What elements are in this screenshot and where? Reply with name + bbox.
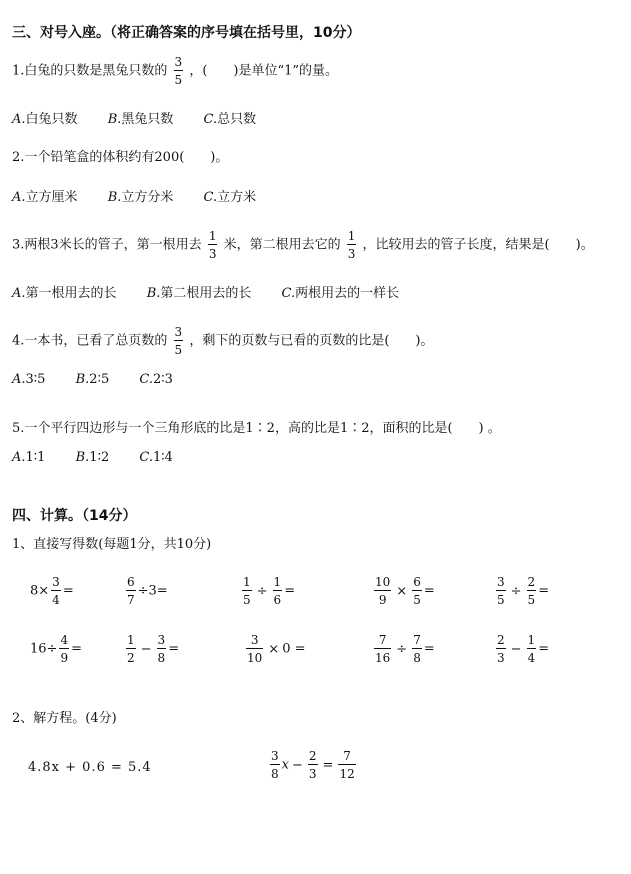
q4-text-post: ，剩下的页数与已看的页数的比是( )。: [189, 333, 434, 349]
q5-option-c[interactable]: C.1∶4: [139, 450, 173, 465]
calc-r2-2-den2: 8: [157, 651, 166, 665]
question-1: [12, 56, 338, 86]
calc-r2-5-den1: 3: [497, 651, 505, 665]
calc-r2-5-den2: 4: [527, 651, 536, 665]
calc-item-r2-2: [124, 634, 179, 664]
calc-r1-4-den1: 9: [378, 593, 387, 607]
calc-r2-4-num1: 7: [374, 634, 391, 649]
calc-r2-5-tail: =: [538, 641, 550, 657]
eq2-den3: 12: [339, 767, 355, 781]
q3-frac1-den: 3: [208, 247, 217, 261]
calc-r2-3-den1: 10: [247, 651, 263, 665]
calc-r1-3-den2: 6: [273, 593, 282, 607]
calc-r2-3-num1: 3: [246, 634, 263, 649]
section4-title: 四、计算。（14分）: [12, 508, 137, 524]
q1-frac-den: 5: [174, 73, 183, 87]
question-5: 5.一个平行四边形与一个三角形底的比是1∶2，高的比是1∶2，面积的比是( ) 。: [12, 421, 501, 436]
q1-options: [12, 112, 256, 128]
q1-text-post: ，( )是单位“1”的量。: [189, 63, 339, 79]
q4-text-pre: 4.一本书，已看了总页数的: [12, 333, 168, 349]
q4-frac-den: 5: [174, 343, 183, 357]
calc-r1-3-tail: =: [284, 583, 296, 599]
eq2-variable: x: [281, 757, 289, 773]
calc-r1-4-den2: 5: [413, 593, 421, 607]
q2-options: [12, 190, 256, 206]
q4-option-b[interactable]: B.2∶5: [75, 372, 110, 387]
calc-r1-5-tail: =: [538, 583, 550, 599]
calc-r1-5-frac2: [527, 576, 537, 606]
calc-r1-2-frac: [126, 576, 136, 606]
calc-r1-2-tail: ÷3=: [137, 583, 168, 599]
q3-fraction-1: [208, 230, 218, 260]
calc-r1-4-op: ×: [396, 583, 408, 599]
q3-text-post: ，比较用去的管子长度，结果是( )。: [362, 237, 594, 253]
q3-fraction-2: [347, 230, 357, 260]
calc-r1-1-lead: 8×: [30, 583, 50, 599]
eq2-frac1: [270, 750, 280, 780]
calc-item-r1-4: [372, 576, 435, 606]
calc-r1-3-num2: 1: [273, 575, 282, 589]
calc-item-r2-5: [494, 634, 549, 664]
calc-r2-1-den: 9: [60, 651, 69, 665]
q1-frac-num: 3: [174, 55, 183, 69]
eq2-den2: 3: [308, 767, 317, 781]
calc-r2-4-tail: =: [423, 641, 435, 657]
calc-r1-1-den: 4: [52, 593, 60, 607]
eq2-frac3: [338, 750, 355, 780]
calc-r1-5-num2: 2: [527, 575, 536, 589]
calc-r2-5-num1: 2: [497, 633, 505, 647]
equation-1: 4.8x + 0.6 = 5.4: [28, 760, 152, 775]
calc-r1-2-num: 6: [127, 575, 135, 589]
calc-r2-1-tail: =: [71, 641, 82, 657]
calc-r1-1-frac: [51, 576, 61, 606]
calc-item-r1-5: [494, 576, 549, 606]
section4-sub1: 1、直接写得数(每题1分，共10分): [12, 537, 212, 552]
calc-r2-5-frac1: [496, 634, 506, 664]
q1-text-pre: 1.白兔的只数是黑兔只数的: [12, 63, 168, 79]
calc-r2-2-tail: =: [168, 641, 180, 657]
calc-r2-4-num2: 7: [413, 633, 421, 647]
calc-r1-1-num: 3: [52, 575, 60, 589]
calc-r1-5-num1: 3: [497, 575, 505, 589]
question-3: [12, 230, 594, 260]
calc-r2-4-den1: 16: [375, 651, 391, 665]
q4-option-a[interactable]: A.3∶5: [12, 372, 46, 387]
q4-fraction: [174, 326, 184, 356]
q2-option-b[interactable]: B.立方分米: [107, 190, 174, 205]
q4-option-c[interactable]: C.2∶3: [139, 372, 173, 387]
eq2-num2: 2: [308, 749, 317, 763]
calc-r2-5-num2: 1: [527, 633, 536, 647]
calc-r1-5-den2: 5: [527, 593, 536, 607]
calc-r2-2-num2: 3: [157, 633, 166, 647]
eq2-op: −: [291, 757, 303, 773]
section4-sub2: 2、解方程。(4分): [12, 711, 117, 726]
calc-r2-3-tail: 0 =: [282, 641, 306, 657]
q3-option-b[interactable]: B.第二根用去的长: [146, 286, 252, 301]
section3-title: 三、对号入座。（将正确答案的序号填在括号里，10分）: [12, 25, 361, 41]
q3-text-mid: 米，第二根用去它的: [223, 237, 341, 253]
question-2: 2.一个铅笔盒的体积约有200( )。: [12, 150, 229, 165]
calc-r2-4-op: ÷: [396, 641, 408, 657]
calc-r1-4-frac1: [374, 576, 391, 606]
calc-r1-5-den1: 5: [497, 593, 505, 607]
q1-option-a[interactable]: A.白兔只数: [12, 112, 78, 127]
calc-r2-2-frac1: [126, 634, 136, 664]
calc-r1-5-op: ÷: [510, 583, 522, 599]
q2-option-a[interactable]: A.立方厘米: [12, 190, 78, 205]
calc-r2-2-num1: 1: [127, 633, 135, 647]
calc-item-r2-3: [244, 634, 305, 664]
calc-r1-4-num1: 10: [375, 575, 391, 589]
calc-r2-2-den1: 2: [127, 651, 135, 665]
calc-r1-4-num2: 6: [413, 575, 421, 589]
calc-r1-3-num1: 1: [243, 575, 251, 589]
equation-2: [268, 750, 358, 780]
calc-r1-3-den1: 5: [243, 593, 251, 607]
calc-r2-4-frac2: [412, 634, 422, 664]
calc-item-r2-1: [30, 634, 82, 664]
q4-frac-num: 3: [174, 325, 183, 339]
calc-r2-3-op: ×: [268, 641, 280, 657]
q4-options: [12, 372, 173, 388]
q3-option-c[interactable]: C.两根用去的一样长: [281, 286, 400, 301]
calc-item-r1-2: [124, 576, 168, 606]
q3-options: [12, 286, 399, 302]
q2-option-c[interactable]: C.立方米: [203, 190, 257, 205]
calc-r2-5-frac2: [527, 634, 537, 664]
eq2-equals: =: [322, 757, 334, 773]
question-4: [12, 326, 433, 356]
q3-text-pre: 3.两根3米长的管子，第一根用去: [12, 237, 202, 253]
eq2-num1: 3: [271, 749, 279, 763]
eq2-frac2: [308, 750, 318, 780]
eq2-den1: 8: [271, 767, 279, 781]
q5-option-a[interactable]: A.1∶1: [12, 450, 46, 465]
calc-r2-2-frac2: [157, 634, 167, 664]
calc-r2-4-frac1: [374, 634, 391, 664]
calc-r1-2-den: 7: [127, 593, 135, 607]
calc-r2-2-op: −: [140, 641, 152, 657]
calc-r2-1-frac: [59, 634, 69, 664]
calc-r1-4-frac2: [412, 576, 422, 606]
q3-frac2-den: 3: [347, 247, 356, 261]
calc-r1-3-frac2: [273, 576, 283, 606]
q3-frac1-num: 1: [208, 229, 217, 243]
calc-r2-4-den2: 8: [413, 651, 421, 665]
q5-options: [12, 450, 173, 466]
calc-item-r1-1: [30, 576, 74, 606]
calc-r2-3-frac1: [246, 634, 263, 664]
calc-r2-1-lead: 16÷: [30, 641, 58, 657]
calc-item-r1-3: [240, 576, 295, 606]
q1-option-b[interactable]: B.黑兔只数: [107, 112, 174, 127]
calc-r1-1-tail: =: [62, 583, 74, 599]
calc-r1-4-tail: =: [423, 583, 435, 599]
calc-r1-3-frac1: [242, 576, 252, 606]
q5-option-b[interactable]: B.1∶2: [75, 450, 110, 465]
q1-fraction: [174, 56, 184, 86]
calc-r2-1-num: 4: [60, 633, 69, 647]
q1-option-c[interactable]: C.总只数: [203, 112, 257, 127]
q3-option-a[interactable]: A.第一根用去的长: [12, 286, 117, 301]
q3-frac2-num: 1: [347, 229, 356, 243]
calc-r1-3-op: ÷: [256, 583, 268, 599]
calc-item-r2-4: [372, 634, 435, 664]
eq2-num3: 7: [338, 750, 355, 765]
calc-r2-5-op: −: [510, 641, 522, 657]
calc-r1-5-frac1: [496, 576, 506, 606]
